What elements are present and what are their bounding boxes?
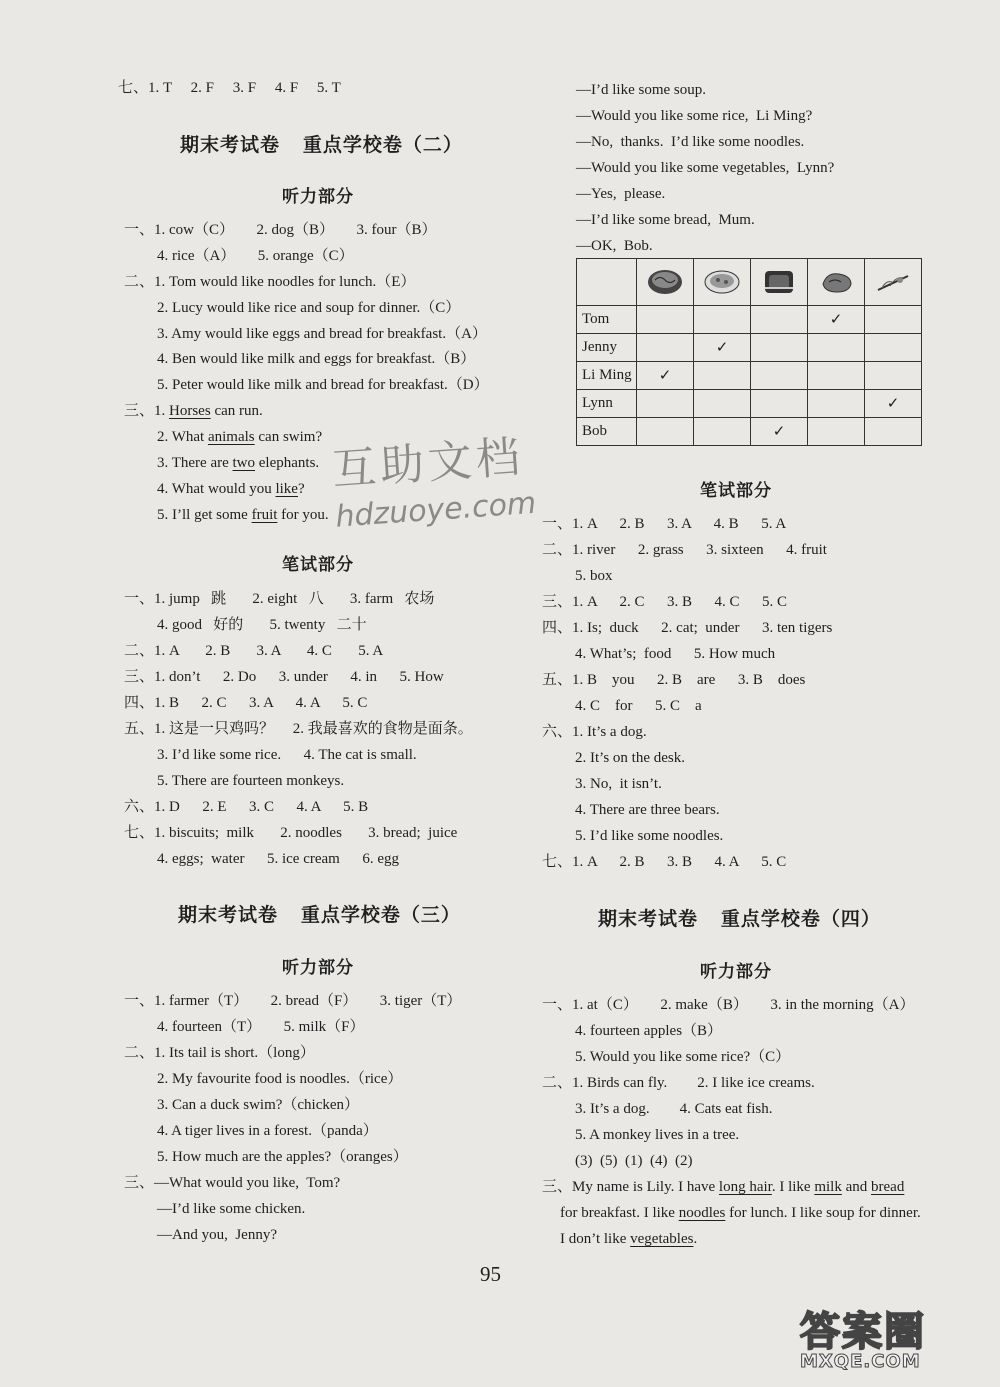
watermark-text: 互助文档: [330, 431, 526, 496]
answer-line: 4. C for 5. C a: [575, 698, 702, 714]
mark-cell: [865, 306, 922, 334]
table-row: [577, 306, 922, 334]
answer-line: —No, thanks. I’d like some noodles.: [576, 134, 805, 150]
answer-line: 4. fourteen apples（B）: [575, 1023, 723, 1039]
mark-cell: [865, 418, 922, 446]
answer-line: 一、1. cow（C） 2. dog（B） 3. four（B）: [124, 222, 437, 238]
answer-line: 四、1. Is; duck 2. cat; under 3. ten tigers: [542, 620, 833, 636]
answer-line: —I’d like some bread, Mum.: [576, 212, 755, 228]
subsection-title: 听力部分: [282, 187, 354, 207]
answer-line: 5. I’d like some noodles.: [575, 828, 724, 844]
answer-line: 六、1. It’s a dog.: [542, 724, 647, 740]
answer-line: 一、1. jump 跳 2. eight 八 3. farm 农场: [124, 591, 435, 607]
mark-cell: [751, 334, 808, 362]
answer-line: 3. It’s a dog. 4. Cats eat fish.: [575, 1101, 773, 1117]
answer-line: 2. My favourite food is noodles.（rice）: [157, 1071, 403, 1087]
answer-line: I don’t like vegetables.: [560, 1231, 698, 1247]
answer-line: 4. fourteen（T） 5. milk（F）: [157, 1019, 365, 1035]
table-row: [577, 362, 922, 390]
food-table: [576, 258, 922, 446]
subsection-title: 听力部分: [282, 958, 354, 978]
row-name: Tom: [577, 306, 637, 334]
answer-line: —I’d like some chicken.: [157, 1201, 306, 1217]
answer-line: 五、1. 这是一只鸡吗？ 2. 我最喜欢的食物是面条。: [124, 721, 473, 737]
mark-cell: [637, 306, 694, 334]
answer-line: 七、1. T 2. F 3. F 4. F 5. T: [118, 80, 341, 96]
answer-line: 5. How much are the apples?（oranges）: [157, 1149, 408, 1165]
noodles-icon: [646, 268, 684, 296]
answer-line: 3. Amy would like eggs and bread for breakfast.（A）: [157, 326, 487, 342]
answer-line: 3. Can a duck swim?（chicken）: [157, 1097, 360, 1113]
answer-line: 二、1. A 2. B 3. A 4. C 5. A: [124, 643, 384, 659]
underlined-answer: long hair: [718, 1179, 772, 1195]
mark-cell: ✓: [751, 418, 808, 446]
mark-cell: ✓: [865, 390, 922, 418]
answer-line: 二、1. river 2. grass 3. sixteen 4. fruit: [542, 542, 827, 558]
row-name: Jenny: [577, 334, 637, 362]
subsection-title: 笔试部分: [282, 555, 354, 575]
answer-line: 五、1. B you 2. B are 3. B does: [542, 672, 806, 688]
answer-line: 七、1. biscuits; milk 2. noodles 3. bread; juice: [124, 825, 458, 841]
underlined-answer: vegetables: [630, 1231, 694, 1247]
answer-line: 3. I’d like some rice. 4. The cat is small.: [157, 747, 417, 763]
site-logo: [800, 1300, 1000, 1387]
answer-line: 3. No, it isn’t.: [575, 776, 662, 792]
answer-line: 4. eggs; water 5. ice cream 6. egg: [157, 851, 399, 867]
mark-cell: [808, 334, 865, 362]
answer-line: —Yes, please.: [576, 186, 666, 202]
table-header-row: [577, 259, 922, 306]
soup-icon: [703, 268, 741, 296]
row-name: Lynn: [577, 390, 637, 418]
section-title: 期末考试卷 重点学校卷（四）: [598, 908, 881, 930]
watermark-url: hdzuoye.com: [334, 485, 538, 535]
watermark: [330, 416, 591, 593]
answer-line: 3. There are two elephants.: [157, 455, 320, 471]
bread-icon: [760, 268, 798, 296]
table-row: [577, 390, 922, 418]
answer-line: 4. rice（A） 5. orange（C）: [157, 248, 354, 264]
answer-line: 二、1. Birds can fly. 2. I like ice creams.: [542, 1075, 815, 1091]
mark-cell: [751, 390, 808, 418]
section-title: 期末考试卷 重点学校卷（三）: [178, 904, 461, 926]
answer-line: 4. Ben would like milk and eggs for breakfast.（B）: [157, 351, 476, 367]
answer-line: 2. It’s on the desk.: [575, 750, 685, 766]
answer-line: —And you, Jenny?: [157, 1227, 277, 1243]
answer-line: 二、1. Its tail is short.（long）: [124, 1045, 315, 1061]
answer-line: 2. Lucy would like rice and soup for dinner.（C）: [157, 300, 461, 316]
mark-cell: [865, 362, 922, 390]
answer-line: 4. A tiger lives in a forest.（panda）: [157, 1123, 378, 1139]
answer-line: 六、1. D 2. E 3. C 4. A 5. B: [124, 799, 369, 815]
table-row: [577, 418, 922, 446]
mark-cell: [694, 306, 751, 334]
section-title: 期末考试卷 重点学校卷（二）: [180, 134, 463, 156]
answer-line: 5. There are fourteen monkeys.: [157, 773, 345, 789]
answer-line: —OK, Bob.: [576, 238, 653, 254]
mark-cell: [751, 306, 808, 334]
mark-cell: [808, 418, 865, 446]
answer-line: 一、1. A 2. B 3. A 4. B 5. A: [542, 516, 787, 532]
answer-line: (3) (5) (1) (4) (2): [575, 1153, 693, 1169]
logo-text: 答案圈: [800, 1309, 926, 1355]
answer-line: 四、1. B 2. C 3. A 4. A 5. C: [124, 695, 368, 711]
mark-cell: [865, 334, 922, 362]
answer-line: 5. Peter would like milk and bread for breakfast.（D）: [157, 377, 489, 393]
vegetables-icon: [874, 268, 912, 296]
underlined-answer: like: [275, 481, 298, 497]
underlined-answer: milk: [814, 1179, 842, 1195]
answer-line: 4. There are three bears.: [575, 802, 720, 818]
answer-line: —Would you like some vegetables, Lynn?: [576, 160, 835, 176]
answer-line: 三、1. don’t 2. Do 3. under 4. in 5. How: [124, 669, 444, 685]
mark-cell: [637, 390, 694, 418]
subsection-title: 笔试部分: [700, 481, 772, 501]
logo-url: MXQE.COM: [800, 1351, 921, 1372]
answer-line: 4. What’s; food 5. How much: [575, 646, 776, 662]
mark-cell: ✓: [694, 334, 751, 362]
table-row: [577, 334, 922, 362]
answer-line: 4. good 好的 5. twenty 二十: [157, 617, 367, 633]
subsection-title: 听力部分: [700, 962, 772, 982]
mark-cell: [808, 390, 865, 418]
mark-cell: [694, 362, 751, 390]
answer-line: 三、1. Horses can run.: [124, 403, 263, 419]
answer-line: 4. What would you like?: [157, 481, 305, 497]
row-name: Bob: [577, 418, 637, 446]
answer-line: —Would you like some rice, Li Ming?: [576, 108, 813, 124]
table-corner-cell: [577, 259, 637, 306]
answer-line: 二、1. Tom would like noodles for lunch.（E）: [124, 274, 416, 290]
underlined-answer: animals: [207, 429, 255, 445]
underlined-answer: noodles: [678, 1205, 726, 1221]
answer-line: for breakfast. I like noodles for lunch. I like soup for dinner.: [560, 1205, 921, 1221]
underlined-answer: bread: [871, 1179, 905, 1195]
underlined-answer: fruit: [251, 507, 278, 523]
row-name: Li Ming: [577, 362, 637, 390]
answer-line: 一、1. farmer（T） 2. bread（F） 3. tiger（T）: [124, 993, 462, 1009]
mark-cell: [694, 418, 751, 446]
mark-cell: [751, 362, 808, 390]
underlined-answer: Horses: [169, 403, 211, 419]
underlined-answer: two: [232, 455, 256, 471]
answer-line: 5. I’ll get some fruit for you.: [157, 507, 329, 523]
mark-cell: ✓: [808, 306, 865, 334]
answer-line: 5. A monkey lives in a tree.: [575, 1127, 740, 1143]
answer-line: 5. box: [575, 568, 613, 584]
mark-cell: [694, 390, 751, 418]
answer-line: —I’d like some soup.: [576, 82, 706, 98]
page-number: 95: [480, 1262, 501, 1286]
answer-line: 2. What animals can swim?: [157, 429, 323, 445]
answer-line: 三、—What would you like, Tom?: [124, 1175, 341, 1191]
mark-cell: [637, 418, 694, 446]
chicken-icon: [817, 268, 855, 296]
answer-line: 三、1. A 2. C 3. B 4. C 5. C: [542, 594, 788, 610]
answer-line: 三、My name is Lily. I have long hair. I like milk and bread: [542, 1179, 905, 1195]
mark-cell: ✓: [637, 362, 694, 390]
mark-cell: [808, 362, 865, 390]
mark-cell: [637, 334, 694, 362]
answer-line: 一、1. at（C） 2. make（B） 3. in the morning（A）: [542, 997, 915, 1013]
answer-line: 七、1. A 2. B 3. B 4. A 5. C: [542, 854, 787, 870]
answer-line: 5. Would you like some rice?（C）: [575, 1049, 791, 1065]
